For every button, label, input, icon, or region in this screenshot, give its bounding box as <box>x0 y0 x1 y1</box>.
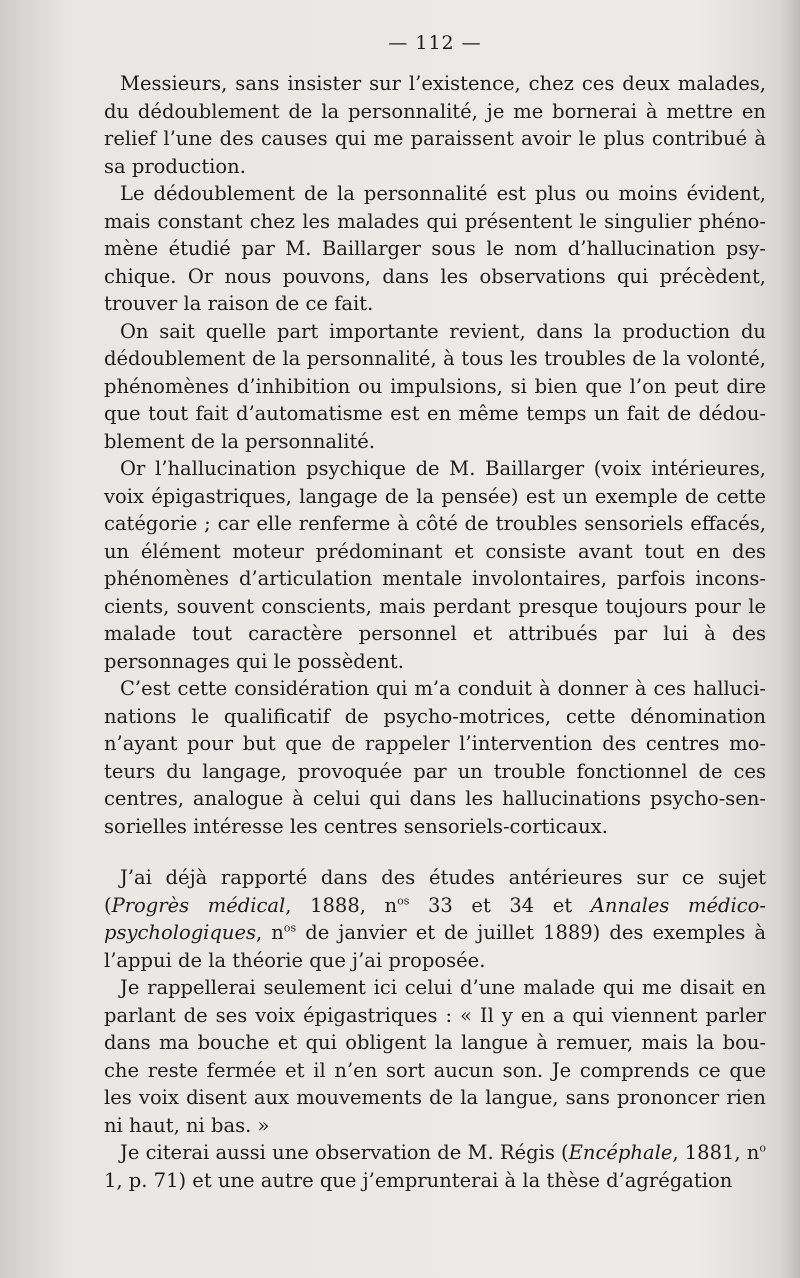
paragraph-6 <box>104 864 766 974</box>
paragraph-5: C’est cette considération qui m’a conduit à donner à ces halluci-nations le qualificatif de psycho-motrices, cette dénomination n’ayant pour but que de rappeler l’intervention des centres mo-teurs du langage, provoquée par un trouble fonctionnel de ces centres, analogue à celui qui dans les hallucinations psycho-sen-sorielles intéresse les centres sensoriels-corticaux. <box>104 677 766 838</box>
p6-text-3: 33 et 34 et <box>409 893 591 917</box>
p6-text-5: de janvier et de juillet 1889) des exemples à l’appui de la théorie que j’ai proposée. <box>104 921 766 972</box>
paragraph-8 <box>104 1139 766 1194</box>
p6-text-1: J’ai déjà rapporté dans des études antérieures sur ce sujet ( <box>104 866 766 917</box>
journal-title-progres-medical: Progrès médical <box>111 893 286 917</box>
p6-superscript-1: os <box>397 894 410 907</box>
paragraph-1: Messieurs, sans insister sur l’existence, chez ces deux malades, du dédoublement de la personnalité, je me bornerai à mettre en relief l’une des causes qui me paraissent avoir le plus contribué à sa production. <box>104 72 766 178</box>
p8-text-2: , 1881, n <box>672 1141 760 1164</box>
section-gap <box>104 840 766 864</box>
page-number: — 112 — <box>388 32 482 54</box>
p8-text-1: Je citerai aussi une observation de M. Régis ( <box>120 1141 569 1164</box>
paragraph-7: Je rappellerai seulement ici celui d’une malade qui me disait en parlant de ses voix épigastriques : « Il y en a qui viennent parler dans ma bouche et qui obligent la langue à remuer, mais la bou-che reste fermée et il n’en sort aucun son. Je comprends ce que les voix disent aux mouvements de la langue, sans prononcer rien ni haut, ni bas. » <box>104 976 766 1137</box>
p6-text-2: , 1888, n <box>285 893 398 917</box>
journal-title-encephale: Encéphale <box>568 1141 673 1164</box>
p8-superscript: o <box>759 1141 766 1155</box>
p8-text-3: 1, p. 71) et une autre que j’emprunterai à la thèse d’agrégation <box>104 1168 733 1192</box>
paragraph-2: Le dédoublement de la personnalité est plus ou moins évident, mais constant chez les malades qui présentent le singulier phéno-mène étudié par M. Baillarger sous le nom d’hallucination psy-chique. Or nous pouvons, dans les observations qui précèdent, trouver la raison de ce fait. <box>104 182 766 315</box>
journal-title-annales: Annales médico-psychologiques <box>104 893 767 944</box>
p6-text-4: , n <box>256 921 284 944</box>
paragraph-3: On sait quelle part importante revient, dans la production du dédoublement de la personnalité, à tous les troubles de la volonté, phénomènes d’inhibition ou impulsions, si bien que l’on peut dire que tout fait d’automatisme est en même temps un fait de dédou-blement de la personnalité. <box>104 319 766 453</box>
p6-superscript-2: os <box>283 921 297 935</box>
paragraph-4: Or l’hallucination psychique de M. Baillarger (voix intérieures, voix épigastriques, langage de la pensée) est un exemple de cette catégorie ; car elle renferme à côté de troubles sensoriels effacés, un élément moteur prédominant et consiste avant tout en des phénomènes d’articulation mentale involontaires, parfois incons-cients, souvent conscients, mais perdant presque toujours pour le malade tout caractère personnel et attribués par lui à des personnages qui le possèdent. <box>104 457 766 673</box>
